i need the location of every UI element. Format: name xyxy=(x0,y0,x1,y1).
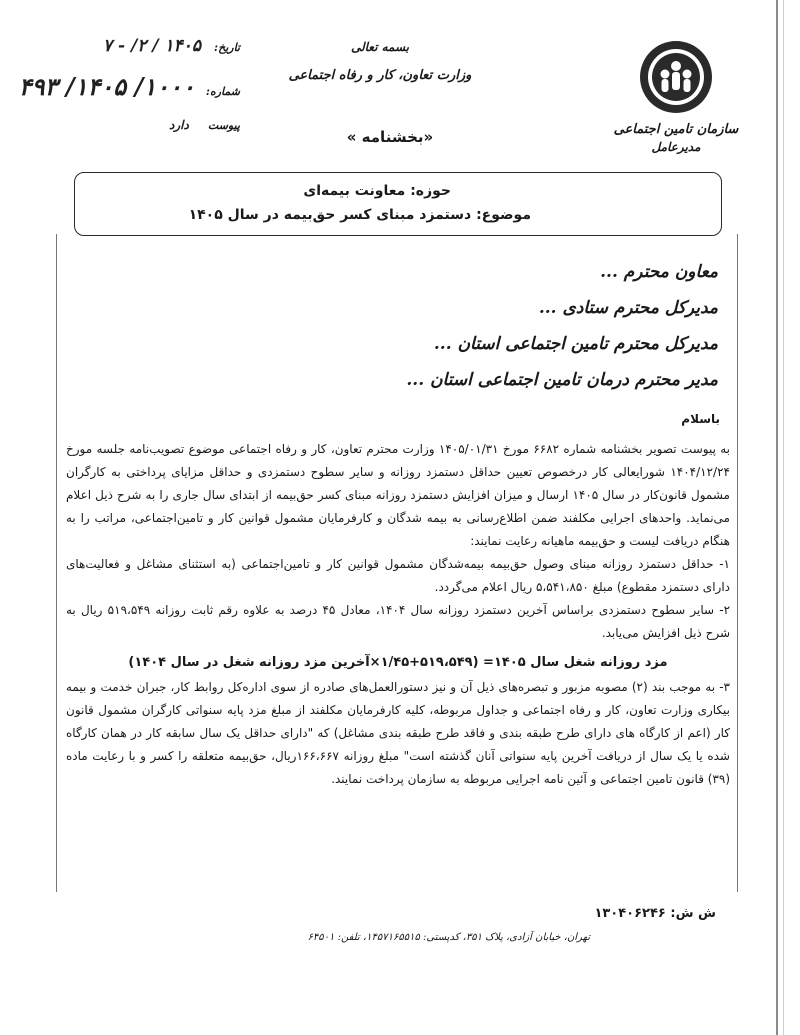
wage-formula: مزد روزانه شغل سال ۱۴۰۵= (۵۱۹،۵۴۹+۱/۴۵×آخرین مزد روزانه شغل در سال ۱۴۰۴) xyxy=(128,655,668,670)
recipients-list xyxy=(406,262,718,406)
number-row xyxy=(19,72,240,101)
recipient-item: مدیر محترم درمان تامین اجتماعی استان ... xyxy=(406,370,718,390)
date-row xyxy=(103,36,240,56)
number-label: شماره: xyxy=(205,85,240,98)
recipient-item: مدیرکل محترم ستادی ... xyxy=(538,298,718,318)
number-value: ۱۰۰۰/ ۱۴۰۵/ ۴۹۳ xyxy=(18,72,195,101)
attachment-value: دارد xyxy=(168,118,189,132)
ministry-name: وزارت تعاون، کار و رفاه اجتماعی xyxy=(288,68,472,83)
body-intro-paragraph: به پیوست تصویر بخشنامه شماره ۶۶۸۲ مورخ ۱۴۰۵/۰۱/۳۱ وزارت محترم تعاون، کار و رفاه اجتماعی موضوع تصویب‌نامه جلسه مورخ ۱۴۰۴/۱۲/۲۴ شورایعالی کار درخصوص تعیین حداقل دستمزد روزانه و سایر سطوح دستمزدی و حداقل مزایای پرداختی به کارگران مشمول قانون‌کار در سال ۱۴۰۵ ارسال و میزان افزایش دستمزد روزانه مبنای کسر حق‌بیمه از ابتدای سال جاری را به شرح ذیل اعلام می‌نماید. واحدهای اجرایی مکلفند ضمن اطلاع‌رسانی به بیمه شدگان و کارفرمایان مشمول قوانین کار و تامین‌اجتماعی، مراتب را به هنگام دریافت لیست و حق‌بیمه ماهیانه رعایت نمایند: xyxy=(66,442,731,548)
subject-topic: موضوع: دستمزد مبنای کسر حق‌بیمه در سال ۱۴۰۵ xyxy=(188,207,531,223)
letterhead-center xyxy=(260,40,500,83)
letter-body xyxy=(66,438,730,791)
document-type-title: «بخشنامه » xyxy=(346,128,434,146)
recipient-item: معاون محترم ... xyxy=(600,262,718,282)
subject-box xyxy=(74,172,722,236)
salutation: باسلام xyxy=(681,412,720,426)
subject-domain: حوزه: معاونت بیمه‌ای xyxy=(303,183,451,199)
body-item-1: ۱- حداقل دستمزد روزانه مبنای وصول حق‌بیمه بیمه‌شدگان مشمول قوانین کار و تامین‌اجتماعی (به استثنای مشاغل و فعالیت‌های دارای دستمزد مقطوع) مبلغ ۵،۵۴۱،۸۵۰ ریال اعلام می‌گردد. xyxy=(66,557,730,594)
social-security-logo-icon xyxy=(637,38,715,116)
body-item-2: ۲- سایر سطوح دستمزدی براساس آخرین دستمزد روزانه سال ۱۴۰۴، معادل ۴۵ درصد به علاوه رقم ثابت روزانه ۵۱۹،۵۴۹ ریال به شرح ذیل افزایش می‌یابد. xyxy=(66,603,731,640)
org-name: سازمان تامین اجتماعی xyxy=(613,122,739,137)
recipient-item: مدیرکل محترم تامین اجتماعی استان ... xyxy=(433,334,718,354)
org-dept: مدیرعامل xyxy=(651,140,701,154)
page-edge-line xyxy=(776,0,778,1035)
org-logo-block xyxy=(596,38,756,154)
page-edge-shadow xyxy=(783,0,784,1035)
serial-number: ش ش: ۱۳۰۴۰۶۲۴۶ xyxy=(594,906,716,921)
date-label: تاریخ: xyxy=(214,41,240,54)
date-value: ۱۴۰۵ / ۲/ - ۷ xyxy=(102,36,201,56)
attachment-label: پیوست xyxy=(207,119,240,132)
body-item-3: ۳- به موجب بند (۲) مصوبه مزبور و تبصره‌های ذیل آن و نیز دستورالعمل‌های صادره از سوی اداره‌کل روابط کار، جبران خدمت و بیمه بیکاری وزارت تعاون، کار و رفاه اجتماعی و جداول مربوطه، کلیه کارفرمایان مکلفند از مبلغ مزد پایه سنواتی کارگران مشمول قانون کار (اعم از کارگاه های دارای طرح طبقه بندی و فاقد طرح طبقه بندی مشاغل) که "دارای حداقل یک سال سابقه کار در همان کارگاه شده یا یک سال از دریافت آخرین پایه سنواتی آنان گذشته است" مبلغ روزانه ۱۶۶،۶۶۷ریال، حق‌بیمه متعلقه را کسر و با رعایت ماده (۳۹) قانون تامین اجتماعی و آئین نامه اجرایی مربوطه به سازمان پرداخت نمایند. xyxy=(66,680,730,786)
bismillah-heading: بسمه تعالی xyxy=(350,40,410,54)
attachment-row xyxy=(169,114,240,133)
footer-address: تهران، خیابان آزادی، پلاک ۳۵۱، کدپستی: ۱۴۵۷۱۶۵۵۱۵، تلفن: ۶۴۵۰۱ xyxy=(307,932,590,943)
